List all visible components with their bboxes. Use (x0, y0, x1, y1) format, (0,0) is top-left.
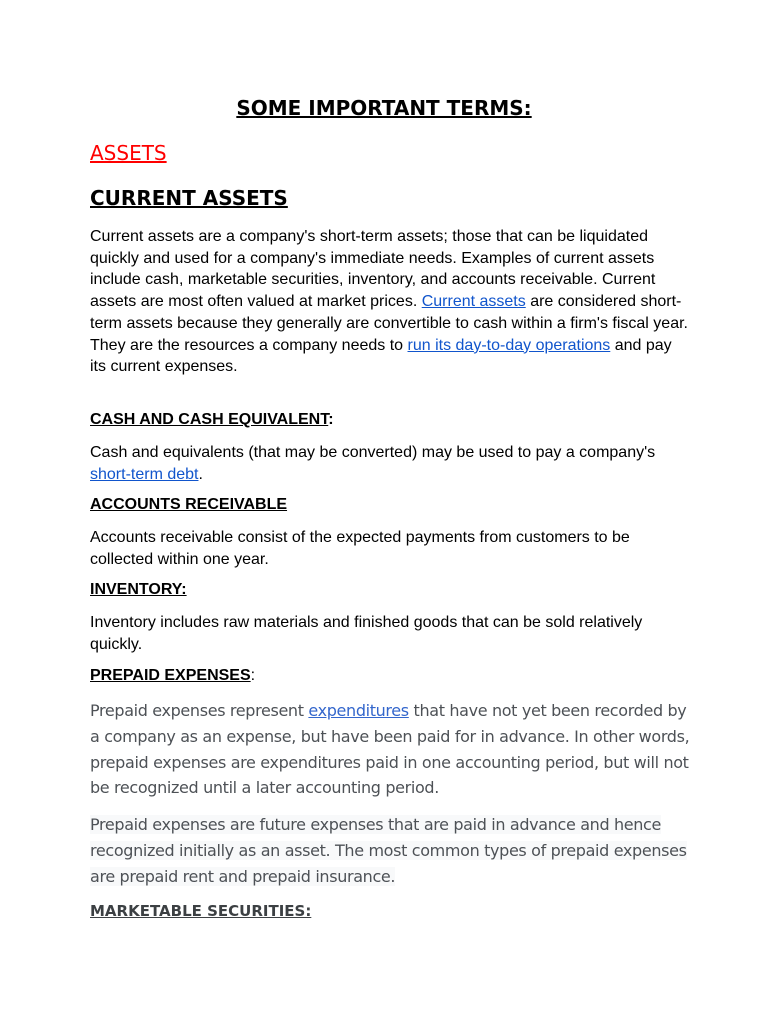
cash-heading-label: CASH AND CASH EQUIVALENT (90, 411, 329, 428)
current-assets-heading: CURRENT ASSETS (90, 186, 288, 210)
inventory-paragraph: Inventory includes raw materials and finished goods that can be sold relatively quickly. (90, 614, 643, 653)
prepaid-text-2: Prepaid expenses are future expenses that are paid in advance and hence recognized initially as an asset. The most common types of prepaid expenses are prepaid rent and prepaid insurance. (90, 815, 687, 886)
inventory-heading (90, 581, 187, 599)
inventory-heading-label: INVENTORY: (90, 581, 187, 598)
cash-paragraph (90, 442, 690, 485)
current-assets-text-3: and pay its current expenses. (90, 336, 672, 376)
short-term-debt-link[interactable]: short-term debt (90, 465, 199, 483)
page-title: SOME IMPORTANT TERMS: (236, 96, 532, 120)
current-assets-link[interactable]: Current assets (421, 293, 526, 311)
receivable-heading (90, 496, 287, 514)
prepaid-heading (90, 667, 255, 685)
cash-heading (90, 411, 334, 429)
expenditures-link[interactable]: expenditures (308, 701, 409, 720)
receivable-paragraph: Accounts receivable consist of the expected payments from customers to be collected within one year. (90, 529, 630, 568)
prepaid-paragraph-2 (90, 812, 690, 889)
prepaid-heading-label: PREPAID EXPENSES (90, 667, 251, 684)
current-assets-paragraph (90, 226, 690, 378)
cash-text-1: Cash and equivalents (that may be converted) may be used to pay a company's (90, 444, 656, 461)
cash-text-2: . (198, 465, 203, 483)
prepaid-paragraph-1 (90, 698, 690, 801)
marketable-securities-heading: MARKETABLE SECURITIES: (90, 902, 312, 920)
cash-heading-colon: : (328, 411, 334, 428)
assets-heading: ASSETS (90, 141, 167, 165)
receivable-heading-label: ACCOUNTS RECEIVABLE (90, 496, 288, 513)
prepaid-heading-colon: : (250, 667, 256, 684)
current-assets-text-1: Current assets are a company's short-term assets; those that can be liquidated quickly and used for a company's immediate needs. Examples of current assets include cash, marketable securities, inventory, and accounts receivable. Current assets are most often valued at market prices. (90, 228, 656, 311)
prepaid-text-1b: that have not yet been recorded by a company as an expense, but have been paid for in advance. In other words, prepaid expenses are expenditures paid in one accounting period, but will not be recognized until a later accounting period. (90, 701, 690, 798)
current-assets-text-2: are considered short-term assets because they generally are convertible to cash within a firm's fiscal year. They are the resources a company needs to (90, 293, 688, 354)
prepaid-text-1a: Prepaid expenses represent (90, 701, 309, 720)
day-to-day-operations-link[interactable]: run its day-to-day operations (407, 336, 611, 354)
